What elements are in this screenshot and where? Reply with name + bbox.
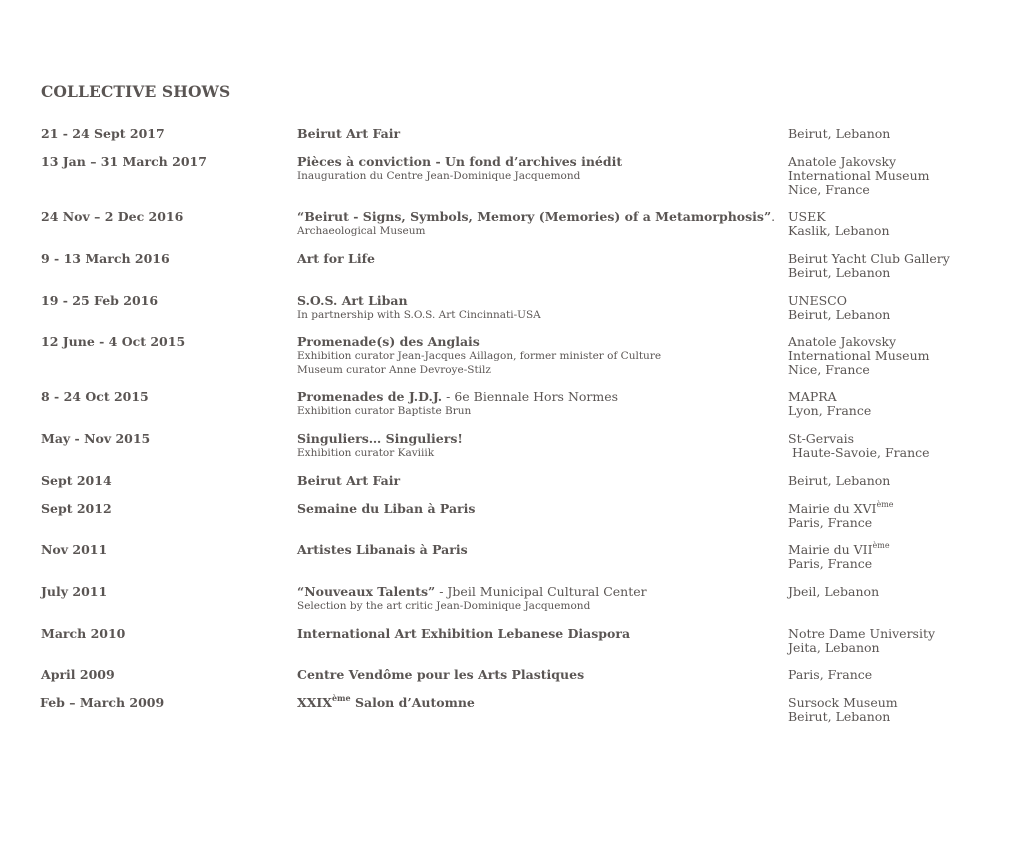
- exhibition-title: [297, 127, 767, 141]
- exhibition-date: 9 - 13 March 2016: [41, 251, 170, 266]
- location-line: Anatole Jakovsky: [788, 334, 897, 349]
- exhibition-title-bold: International Art Exhibition Lebanese Diaspora: [297, 626, 631, 641]
- exhibition-title: [297, 668, 767, 682]
- location-line: Nice, France: [788, 182, 870, 197]
- exhibition-note: Exhibition curator Baptiste Brun: [297, 405, 472, 417]
- exhibition-note: Inauguration du Centre Jean-Dominique Jacquemond: [297, 170, 581, 182]
- location-line: Beirut Yacht Club Gallery: [788, 251, 950, 266]
- exhibition-date: July 2011: [41, 584, 108, 599]
- location-line: Haute-Savoie, France: [788, 445, 930, 460]
- exhibition-title: [297, 474, 767, 488]
- exhibition-title: [297, 502, 767, 516]
- exhibition-title-block: [297, 627, 767, 641]
- exhibition-title-superscript: ème: [331, 692, 351, 703]
- exhibition-title: [297, 335, 767, 349]
- location-line: Jbeil, Lebanon: [788, 584, 880, 599]
- exhibition-title-bold: Beirut Art Fair: [297, 473, 401, 488]
- location-line: USEK: [788, 209, 826, 224]
- exhibition-title-block: [297, 390, 767, 418]
- exhibition-title-block: [297, 335, 767, 377]
- exhibition-date: 19 - 25 Feb 2016: [41, 293, 159, 308]
- location-line: MAPRA: [788, 389, 837, 404]
- exhibition-title-rest: .: [771, 209, 776, 224]
- exhibition-location: [788, 155, 1013, 197]
- exhibition-title-block: [297, 432, 767, 460]
- section-heading: COLLECTIVE SHOWS: [41, 82, 231, 101]
- location-venue: Mairie du XVI: [788, 501, 877, 516]
- location-line: Anatole Jakovsky: [788, 154, 897, 169]
- exhibition-title-block: [297, 692, 767, 710]
- exhibition-title-bold: XXIX: [297, 695, 332, 710]
- exhibition-note: Exhibition curator Kaviiik: [297, 447, 435, 459]
- exhibition-title-block: [297, 543, 767, 557]
- exhibition-location: [788, 294, 1013, 322]
- exhibition-title-bold: Singuliers… Singuliers!: [297, 431, 463, 446]
- exhibition-title: [297, 692, 767, 710]
- location-line: [788, 540, 1013, 557]
- exhibition-note: In partnership with S.O.S. Art Cincinnati-USA: [297, 309, 541, 321]
- exhibition-title-bold: “Nouveaux Talents”: [297, 584, 436, 599]
- location-line: Paris, France: [788, 667, 873, 682]
- exhibition-location: [788, 252, 1013, 280]
- location-venue: Mairie du VII: [788, 542, 873, 557]
- exhibition-title: [297, 390, 767, 404]
- exhibition-note: Archaeological Museum: [297, 225, 426, 237]
- exhibition-date: Sept 2012: [41, 501, 112, 516]
- exhibition-date: March 2010: [41, 626, 126, 641]
- exhibition-date: Sept 2014: [41, 473, 112, 488]
- location-superscript: ème: [876, 499, 894, 509]
- location-line: Paris, France: [788, 556, 873, 571]
- location-line: Beirut, Lebanon: [788, 473, 891, 488]
- exhibition-title-block: [297, 209, 776, 238]
- exhibition-date: 13 Jan – 31 March 2017: [41, 154, 207, 169]
- exhibition-title-block: [297, 585, 767, 613]
- location-line: Beirut, Lebanon: [788, 265, 891, 280]
- location-line: Lyon, France: [788, 403, 872, 418]
- location-line: Nice, France: [788, 362, 870, 377]
- location-line: Jeita, Lebanon: [788, 640, 880, 655]
- exhibition-title-rest: - 6e Biennale Hors Normes: [442, 389, 619, 404]
- exhibition-title-bold: “Beirut - Signs, Symbols, Memory (Memories) of a Metamorphosis”: [297, 209, 772, 224]
- exhibition-title-bold: Promenade(s) des Anglais: [297, 334, 480, 349]
- exhibition-title-block: [297, 474, 767, 488]
- exhibition-title-bold: Artistes Libanais à Paris: [297, 542, 468, 557]
- exhibition-title: [297, 585, 767, 599]
- location-line: International Museum: [788, 348, 930, 363]
- location-line: UNESCO: [788, 293, 847, 308]
- exhibition-location: [788, 127, 1013, 141]
- exhibition-location: [788, 432, 1013, 460]
- exhibition-title-block: [297, 502, 767, 516]
- exhibition-location: [788, 499, 1013, 530]
- exhibition-date: Feb – March 2009: [40, 695, 165, 710]
- exhibition-note: Museum curator Anne Devroye-Stilz: [297, 364, 491, 376]
- exhibition-note: Selection by the art critic Jean-Dominique Jacquemond: [297, 600, 591, 612]
- exhibition-date: 21 - 24 Sept 2017: [41, 126, 165, 141]
- exhibition-title-bold: Pièces à conviction - Un fond d’archives inédit: [297, 154, 623, 169]
- exhibition-title-block: [297, 294, 767, 322]
- exhibition-location: [788, 474, 1013, 488]
- location-line: Beirut, Lebanon: [788, 307, 891, 322]
- exhibition-title: [297, 627, 767, 641]
- exhibition-location: [788, 585, 1013, 599]
- location-line: St-Gervais: [788, 431, 855, 446]
- exhibition-date: April 2009: [41, 667, 115, 682]
- location-line: [788, 499, 1013, 516]
- exhibition-title: [297, 252, 767, 266]
- exhibition-title-bold: S.O.S. Art Liban: [297, 293, 408, 308]
- exhibition-location: [788, 335, 1013, 377]
- exhibition-title-bold-after: Salon d’Automne: [350, 695, 475, 710]
- exhibition-title: [297, 294, 767, 308]
- exhibition-title-block: [297, 127, 767, 141]
- exhibition-location: [788, 696, 1013, 724]
- exhibition-location: [788, 668, 1013, 682]
- exhibition-title-block: [297, 668, 767, 682]
- exhibition-date: 8 - 24 Oct 2015: [41, 389, 149, 404]
- exhibition-date: 12 June - 4 Oct 2015: [41, 334, 186, 349]
- exhibition-title: [297, 209, 776, 224]
- location-line: Beirut, Lebanon: [788, 709, 891, 724]
- location-superscript: ème: [872, 540, 890, 550]
- exhibition-title-bold: Art for Life: [297, 251, 375, 266]
- exhibition-note: Exhibition curator Jean-Jacques Aillagon, former minister of Culture: [297, 350, 662, 362]
- exhibition-title-block: [297, 252, 767, 266]
- location-line: Paris, France: [788, 515, 873, 530]
- exhibition-title: [297, 543, 767, 557]
- exhibition-date: 24 Nov – 2 Dec 2016: [41, 209, 184, 224]
- exhibition-date: May - Nov 2015: [41, 431, 151, 446]
- location-line: Notre Dame University: [788, 626, 936, 641]
- exhibition-title: [297, 155, 767, 169]
- location-line: International Museum: [788, 168, 930, 183]
- exhibition-location: [788, 627, 1013, 655]
- exhibition-date: Nov 2011: [41, 542, 108, 557]
- exhibition-title-bold: Promenades de J.D.J.: [297, 389, 443, 404]
- exhibition-location: [788, 210, 1013, 238]
- location-line: Sursock Museum: [788, 695, 898, 710]
- exhibition-location: [788, 390, 1013, 418]
- location-line: Kaslik, Lebanon: [788, 223, 890, 238]
- exhibition-location: [788, 540, 1013, 571]
- exhibition-title-block: [297, 155, 767, 183]
- exhibition-title: [297, 432, 767, 446]
- exhibition-title-bold: Centre Vendôme pour les Arts Plastiques: [297, 667, 585, 682]
- location-line: Beirut, Lebanon: [788, 126, 891, 141]
- exhibition-title-bold: Semaine du Liban à Paris: [297, 501, 476, 516]
- exhibition-title-rest: - Jbeil Municipal Cultural Center: [435, 584, 647, 599]
- exhibition-title-bold: Beirut Art Fair: [297, 126, 401, 141]
